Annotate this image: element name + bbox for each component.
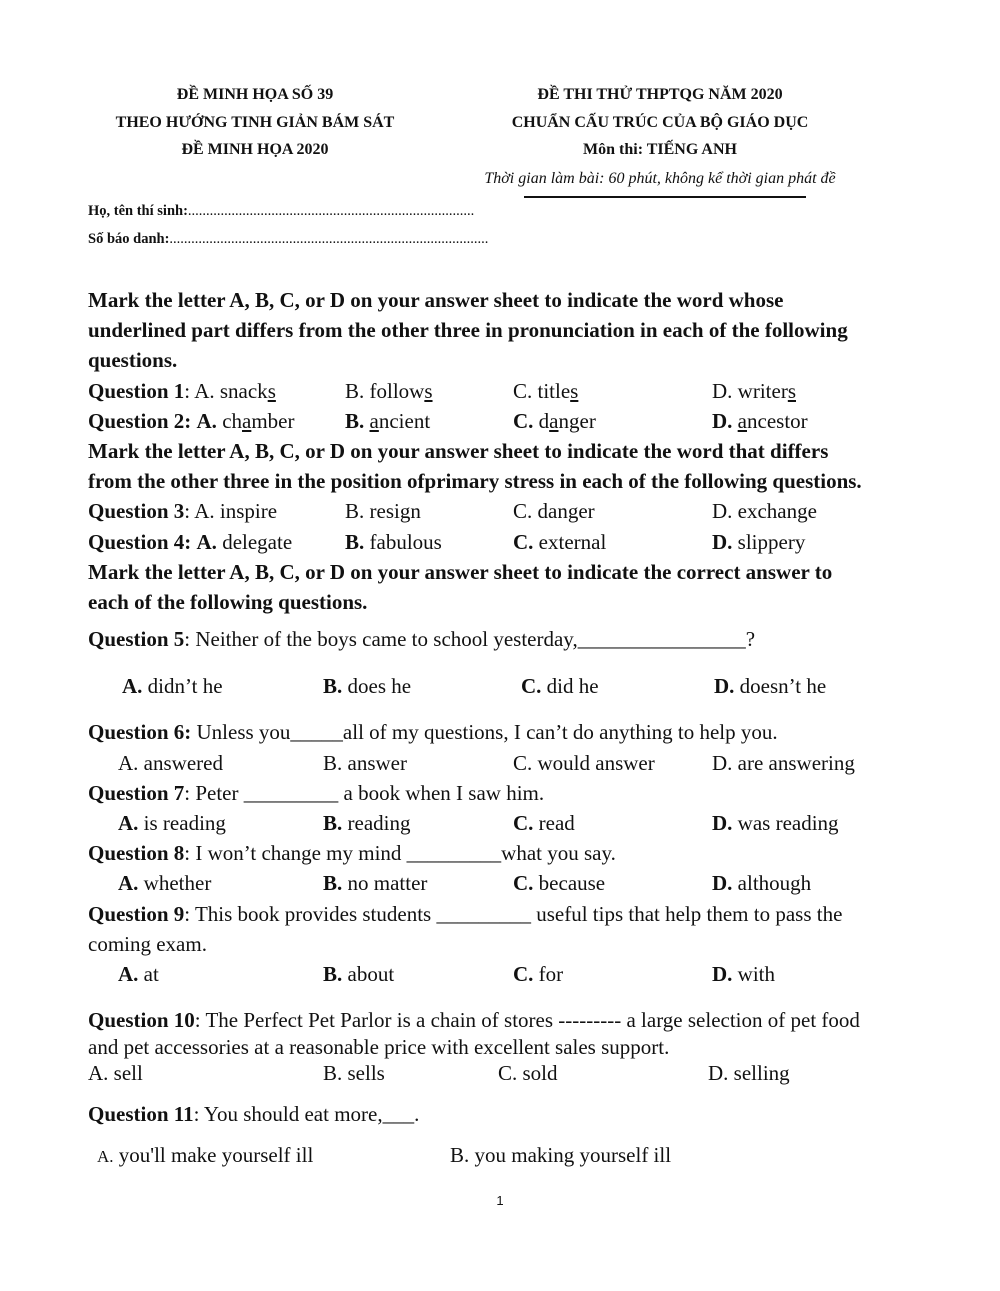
option-letter: C.: [513, 409, 534, 433]
page-number: 1: [496, 1193, 504, 1208]
student-id-dots: ........................................................................................: [169, 231, 489, 247]
question-8: [88, 841, 616, 866]
underlined-sound: s: [787, 379, 796, 403]
question-label: Question 3: [88, 499, 185, 523]
q7-option-a: [118, 811, 226, 836]
option-letter: C.: [513, 811, 534, 835]
option-letter: A.: [97, 1147, 114, 1166]
q10-option-c: C. sold: [498, 1061, 558, 1085]
q3-option-d: D. exchange: [712, 499, 817, 523]
question-label: Question 9: [88, 902, 185, 926]
q9-option-d: [712, 962, 775, 987]
q6-option-d: D. are answering: [712, 751, 855, 775]
question-10-continued: and pet accessories at a reasonable price with excellent sales support.: [88, 1035, 670, 1059]
q6-option-c: C. would answer: [513, 751, 655, 775]
option-letter: D.: [712, 409, 733, 433]
option-letter: A.: [118, 962, 139, 986]
question-4: [88, 530, 292, 555]
question-label: Question 10: [88, 1008, 195, 1032]
q4-option-d: [712, 530, 805, 555]
option-letter: B.: [323, 962, 343, 986]
instruction-correct-2: [88, 590, 367, 615]
question-1: Question 1: A. snacks: [88, 379, 276, 403]
option-letter: C.: [513, 962, 534, 986]
student-id-line: [88, 231, 488, 248]
word-part: ncient: [378, 409, 431, 433]
option-letter: B.: [323, 811, 343, 835]
question-3: Question 3: A. inspire: [88, 499, 278, 523]
q8-option-a: [118, 871, 211, 896]
option-text: slippery: [737, 530, 806, 554]
option-text: read: [538, 811, 575, 835]
option-text: D. writer: [712, 379, 788, 403]
option-text: no matter: [347, 871, 428, 895]
option-text: because: [538, 871, 606, 895]
option-text: is reading: [143, 811, 226, 835]
option-text: C. title: [513, 379, 571, 403]
question-9: [88, 902, 842, 927]
option-letter: D.: [712, 962, 733, 986]
option-text: at: [143, 962, 159, 986]
option-letter: D.: [712, 871, 733, 895]
question-label: Question 11: [88, 1102, 194, 1126]
question-label: Question 5: [88, 627, 185, 651]
underlined-sound: a: [549, 409, 559, 433]
q11-option-b: B. you making yourself ill: [450, 1143, 672, 1167]
header-left-line-3: ĐỀ MINH HỌA 2020: [181, 141, 329, 158]
q7-option-c: [513, 811, 575, 836]
question-label: Question 2:: [88, 409, 192, 433]
q7-option-d: [712, 811, 839, 836]
option-letter: B.: [345, 409, 365, 433]
option-a: A. snack: [194, 379, 268, 403]
word-part: ncestor: [747, 409, 808, 433]
option-a: A. inspire: [194, 499, 278, 523]
instruction-stress-2: from the other three in the position ofprimary stress in each of the following questions.: [88, 469, 862, 493]
student-name-line: [88, 203, 474, 220]
question-text: : You should eat more,___.: [193, 1102, 420, 1126]
option-letter: D.: [712, 530, 733, 554]
question-7: [88, 781, 544, 806]
q1-option-b: [345, 379, 433, 404]
question-text: : This book provides students _________ useful tips that help them to pass the: [184, 902, 843, 926]
q2-option-d: [712, 409, 808, 434]
question-2: [88, 409, 295, 434]
question-11: [88, 1102, 419, 1127]
question-6: [88, 720, 778, 745]
option-text: for: [538, 962, 564, 986]
option-text: with: [737, 962, 776, 986]
underlined-sound: a: [242, 409, 252, 433]
option-letter: A.: [118, 811, 139, 835]
option-letter: D.: [712, 811, 733, 835]
student-name-dots: ...............................................................................: [187, 203, 475, 219]
q4-option-c: [513, 530, 606, 555]
header-left-line-1: ĐỀ MINH HỌA SỐ 39: [176, 86, 334, 103]
q8-option-d: [712, 871, 811, 896]
option-text: although: [737, 871, 812, 895]
q10-option-a: A. sell: [88, 1061, 143, 1085]
option-text: you'll make yourself ill: [118, 1143, 314, 1167]
q1-option-c: [513, 379, 578, 404]
word-part: mber: [251, 409, 295, 433]
option-letter: A.: [196, 409, 217, 433]
option-letter: A.: [196, 530, 217, 554]
underlined-sound: a: [369, 409, 379, 433]
option-text: reading: [347, 811, 411, 835]
q3-option-b: B. resign: [345, 499, 421, 523]
q5-option-a: [122, 674, 223, 699]
instruction-stress-1: Mark the letter A, B, C, or D on your answer sheet to indicate the word that differs: [88, 439, 829, 463]
question-text: : The Perfect Pet Parlor is a chain of stores --------- a large selection of pet food: [194, 1008, 860, 1032]
option-letter: B.: [323, 871, 343, 895]
option-text: fabulous: [369, 530, 442, 554]
question-text: : I won’t change my mind _________what you say.: [184, 841, 616, 865]
q10-option-b: B. sells: [323, 1061, 385, 1085]
option-text: whether: [143, 871, 212, 895]
q7-option-b: [323, 811, 411, 836]
student-id-label: Số báo danh:: [88, 231, 170, 247]
option-letter: C.: [513, 871, 534, 895]
q8-option-c: [513, 871, 605, 896]
underlined-sound: s: [570, 379, 579, 403]
question-label: Question 4:: [88, 530, 192, 554]
instruction-correct-1: Mark the letter A, B, C, or D on your answer sheet to indicate the correct answer to: [88, 560, 833, 584]
q3-option-c: C. danger: [513, 499, 595, 523]
option-text: external: [538, 530, 607, 554]
option-text: did he: [546, 674, 599, 698]
q6-option-a: A. answered: [118, 751, 223, 775]
question-5: [88, 627, 755, 652]
underlined-sound: s: [424, 379, 433, 403]
option-letter: A.: [118, 871, 139, 895]
question-label: Question 6:: [88, 720, 192, 744]
question-label: Question 1: [88, 379, 185, 403]
q6-option-b: B. answer: [323, 751, 407, 775]
exam-time: Thời gian làm bài: 60 phút, không kể thời gian phát đề: [484, 170, 836, 187]
q1-option-d: [712, 379, 796, 404]
word-part: ch: [222, 409, 243, 433]
option-text: delegate: [222, 530, 293, 554]
option-text: doesn’t he: [739, 674, 827, 698]
instruction-text: each of the following questions.: [88, 590, 368, 614]
option-text: about: [347, 962, 395, 986]
q5-option-c: [521, 674, 599, 699]
option-text: B. follow: [345, 379, 425, 403]
option-text: didn’t he: [147, 674, 223, 698]
question-label: Question 8: [88, 841, 185, 865]
q9-option-c: [513, 962, 563, 987]
header-right-line-3: Môn thi: TIẾNG ANH: [583, 141, 737, 158]
option-text: does he: [347, 674, 412, 698]
q11-option-a: [97, 1143, 313, 1168]
word-part: d: [538, 409, 550, 433]
instruction-pronunciation-3: questions.: [88, 348, 178, 372]
q5-option-b: [323, 674, 411, 699]
instruction-pronunciation-1: Mark the letter A, B, C, or D on your answer sheet to indicate the word whose: [88, 288, 784, 312]
header-right-line-2: CHUẨN CẤU TRÚC CỦA BỘ GIÁO DỤC: [511, 114, 809, 131]
word-part: nger: [558, 409, 596, 433]
header-divider: [524, 196, 806, 198]
option-letter: A.: [122, 674, 143, 698]
option-letter: C.: [513, 530, 534, 554]
header-right-line-1: ĐỀ THI THỬ THPTQG NĂM 2020: [537, 86, 783, 103]
student-name-label: Họ, tên thí sinh:: [88, 203, 188, 219]
instruction-pronunciation-2: underlined part differs from the other three in pronunciation in each of the following: [88, 318, 848, 342]
q8-option-b: [323, 871, 427, 896]
q2-option-c: [513, 409, 596, 434]
q4-option-b: [345, 530, 442, 555]
header-left-line-2: THEO HƯỚNG TINH GIẢN BÁM SÁT: [115, 114, 395, 131]
option-letter: B.: [345, 530, 365, 554]
q9-option-b: [323, 962, 394, 987]
option-letter: D.: [714, 674, 735, 698]
option-letter: C.: [521, 674, 542, 698]
option-text: was reading: [737, 811, 839, 835]
question-text: : Neither of the boys came to school yesterday,________________?: [184, 627, 756, 651]
question-text: Unless you_____all of my questions, I can’t do anything to help you.: [191, 720, 778, 744]
q2-option-b: [345, 409, 430, 434]
q9-option-a: [118, 962, 159, 987]
q10-option-d: D. selling: [708, 1061, 790, 1085]
underlined-sound: s: [267, 379, 276, 403]
q5-option-d: [714, 674, 826, 699]
underlined-sound: a: [737, 409, 747, 433]
option-letter: B.: [323, 674, 343, 698]
question-text: : Peter _________ a book when I saw him.: [184, 781, 545, 805]
question-9-continued: coming exam.: [88, 932, 207, 956]
question-10: [88, 1008, 860, 1033]
question-label: Question 7: [88, 781, 185, 805]
